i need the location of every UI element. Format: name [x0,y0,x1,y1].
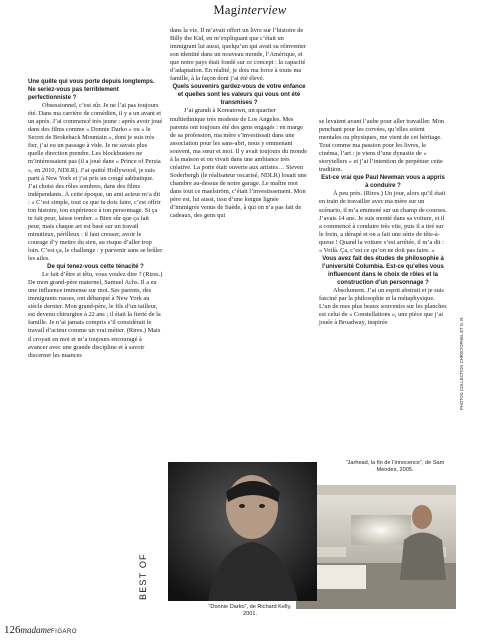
page-header [0,3,500,18]
page-number: 126 [4,624,21,636]
answer-paragraph: Absolument. J’ai un esprit abstrait et je suis fasciné par la philosophie et la métaphysique. L’un de mes plus beaux souvenirs sur les planches est celui de « Constellations », une pièce que j’ai jouée à Broadway, inspirée [319,286,447,327]
magazine-name: Mag [213,3,238,17]
page-footer [4,624,77,636]
question: Une quête qui vous porte depuis longtemps. Ne seriez-vous pas terriblement perfectionniste ? [28,79,155,102]
photo-credit: PHOTOS COLLECTION CHRISTOPHEL ET D. R. [459,316,464,410]
brand-suffix: FIGARO [51,629,78,635]
text-column-1 [28,78,163,360]
caption-donnie-darko: “Donnie Darko”, de Richard Kelly, 2001. [208,604,292,617]
answer-paragraph: dans la vie. Il m’avait offert un livre sur l’histoire de Billy the Kid, en m’expliquant que c’était un immigrant lui aussi, quelqu’un qui avait su réinventer son identité dans un nouveau monde, l’Amérique, et que notre pays était fondé sur ce concept : la capacité d’adaptation. En réalité, je dois ma force à toute ma famille, à la façon dont j’ai été élevé. [170,27,307,83]
photo-jarhead [296,485,456,609]
answer-paragraph: J’ai grandi à Koreatown, un quartier multiethnique très modeste de Los Angeles. Mes parents ont toujours été des gens engagés : en marge de sa profession, ma mère s’investissait dans une association pour les sans-abri, nous y emmenant souvent, ma sœur et moi. Il y avait toujours du monde à la maison et on vivait dans une ambiance très créative. La porte était ouverte aux artistes… Steven Soderbergh (le réalisateur oscarisé, NDLR) louait une chambre au-dessus de notre garage. Le maître mot dans tout ce maelström, c’était l’investissement. Mon père est, lui aussi, issu d’une longue lignée d’immigrés venus de Suède, à qui on n’a pas fait de cadeaux, des gens qui [170,107,308,220]
question: De qui tenez-vous cette ténacité ? [47,264,144,271]
brand-name: madame [20,625,51,635]
answer-paragraph: Obsessionnel, c’est sûr. Je ne l’ai pas toujours été. Dans ma carrière de comédien, il y a un avant et un après. J’ai commencé très jeune : après avoir joué dans des films comme « Donnie Darko » ou « le Secret de Brokeback Mountain », dont je suis très fier, j’ai eu un passage à vide. Je ne savais plus quelle direction prendre. Les blockbusters ne m’intéressaient pas (il a joué dans « Prince of Persia », en 2010, NDLR). J’ai quitté Hollywood, je suis parti à New York et j’ai pris un congé sabbatique. J’ai choisi des rôles sombres, dans des films indépendants. À cette époque, un ami acteur m’a dit : « C’est simple, tout ce que tu dois faire, c’est offrir ton histoire, ton expérience à ton personnage. Si ça te fait peur, laisse tomber. » Bien sûr que ça fait peur, mais chaque art est basé sur un travail minutieux, périlleux : il faut creuser, avoir le courage d’y mettre du sien, au risque d’aller trop loin. C’est ça, le challenge : y parvenir sans se brûler les ailes. [28,102,163,263]
answer-paragraph: À peu près. (Rires.) Un jour, alors qu’il était en train de travailler avec ma mère sur un scénario, il m’a emmené sur un champ de courses. J’avais 14 ans. Je suis monté dans sa voiture, et il a commencé à conduire très vite, puis il a tiré sur le frein, a dérapé et on a fait une série de tête-à-queue ! Quand la voiture s’est arrêtée, il m’a dit : « Voilà. Ça, c’est ce qu’on ne doit pas faire. » [319,190,447,254]
photo-donnie-darko [168,462,317,601]
photo-donnie-darko-image [168,462,317,601]
best-of-label: BEST OF [138,553,148,600]
section-name: interview [237,3,287,17]
photo-jarhead-image [296,485,456,609]
answer-paragraph: Le fait d’être si têtu, vous voulez dire ? (Rires.) De mon grand-père maternel, Samuel Achs. Il a eu une influence immense sur moi. Ses parents, des immigrants russes, ont débarqué à New York au siècle dernier. Mon grand-père, le fils d’un tailleur, est devenu chirurgien à 22 ans ; il était la fierté de la famille. Je n’ai jamais compris s’il considérait le travail d’acteur comme un vrai métier. (Rires.) Mais il croyait en moi et m’a toujours encouragé à avancer avec une grande discipline et à savoir discerner les nuances [28,271,163,359]
question: Est-ce vrai que Paul Newman vous a appris à conduire ? [321,175,445,190]
text-column-2 [170,27,308,220]
question: Quels souvenirs gardez-vous de votre enfance et quelles sont les valeurs qui vous ont été transmises ? [172,84,306,107]
answer-paragraph: se levaient avant l’aube pour aller travailler. Mon penchant pour les corvées, qu’elles soient mentales ou physiques, me vient de cet héritage. Tout comme ma passion pour les livres, le cinéma, l’art : je viens d’une dynastie de « storytellers » et j’ai l’intention de perpétuer cette tradition. [319,118,445,174]
caption-jarhead: “Jarhead, la fin de l’innocence”, de Sam Mendes, 2005. [345,460,445,473]
question: Vous avez fait des études de philosophie à l’université Columbia. Est-ce qu’elles vous influencent dans le choix de rôles et la construction d’un personnage ? [322,255,444,286]
text-column-3 [319,118,447,327]
